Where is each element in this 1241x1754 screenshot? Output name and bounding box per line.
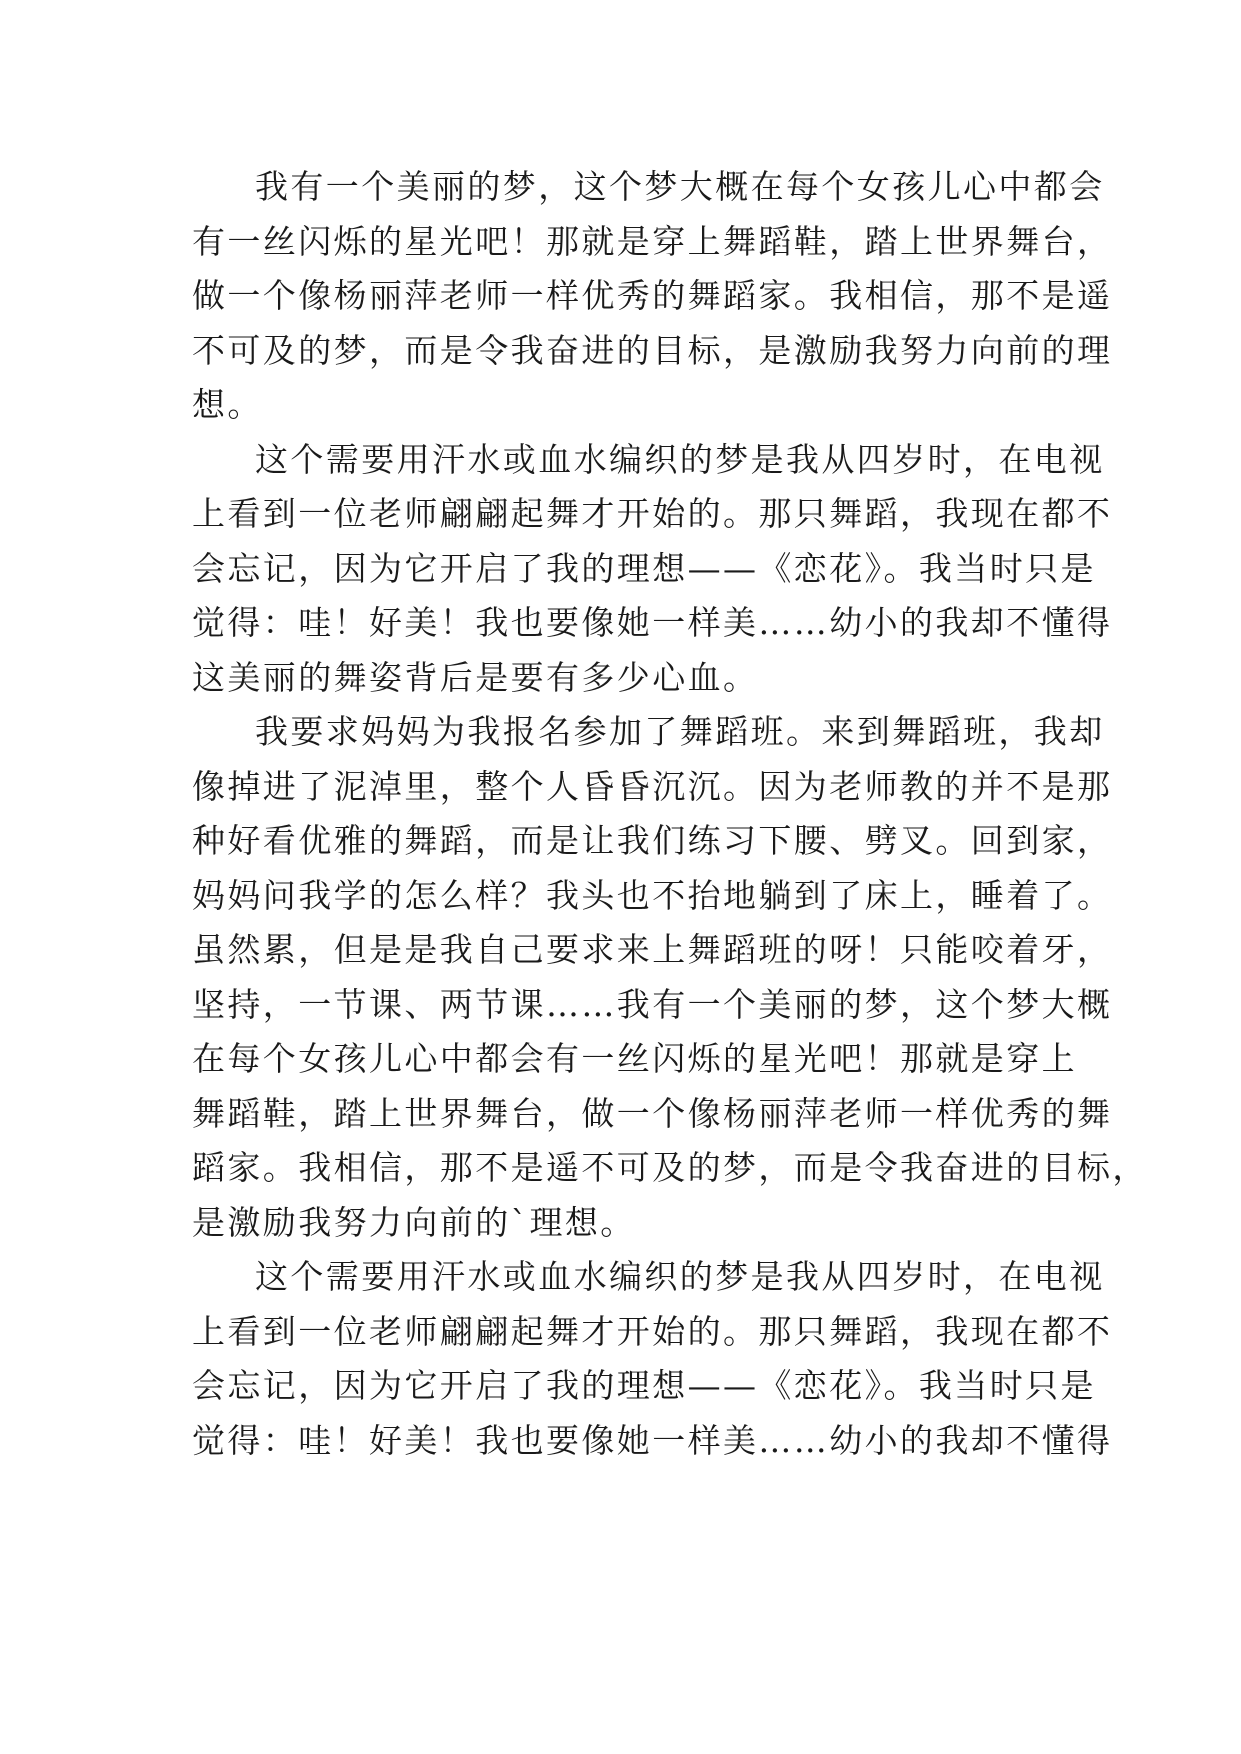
- text-line: 上看到一位老师翩翩起舞才开始的。那只舞蹈，我现在都不: [192, 1311, 1113, 1351]
- text-line: 会忘记，因为它开启了我的理想——《恋花》。我当时只是: [192, 1366, 1096, 1405]
- text-line: 觉得：哇！好美！我也要像她一样美……幼小的我却不懂得: [192, 603, 1113, 642]
- text-line: 这个需要用汗水或血水编织的梦是我从四岁时，在电视: [255, 1257, 1105, 1296]
- text-line: 种好看优雅的舞蹈，而是让我们练习下腰、劈叉。回到家，: [192, 821, 1113, 860]
- text-line: 舞蹈鞋，踏上世界舞台，做一个像杨丽萍老师一样优秀的舞: [192, 1093, 1113, 1133]
- text-line: 我要求妈妈为我报名参加了舞蹈班。来到舞蹈班，我却: [255, 712, 1105, 751]
- text-line: 会忘记，因为它开启了我的理想——《恋花》。我当时只是: [192, 548, 1096, 588]
- text-line: 做一个像杨丽萍老师一样优秀的舞蹈家。我相信，那不是遥: [192, 276, 1113, 315]
- text-line: 这美丽的舞姿背后是要有多少心血。: [192, 657, 759, 697]
- text-line: 上看到一位老师翩翩起舞才开始的。那只舞蹈，我现在都不: [192, 494, 1113, 533]
- text-line: 这个需要用汗水或血水编织的梦是我从四岁时，在电视: [255, 439, 1105, 479]
- text-line: 像掉进了泥淖里，整个人昏昏沉沉。因为老师教的并不是那: [192, 766, 1113, 806]
- text-line: 在每个女孩儿心中都会有一丝闪烁的星光吧！那就是穿上: [192, 1039, 1077, 1078]
- text-line: 是激励我努力向前的`理想。: [192, 1202, 636, 1242]
- text-line: 不可及的梦，而是令我奋进的目标，是激励我努力向前的理: [192, 330, 1113, 370]
- text-line: 蹈家。我相信，那不是遥不可及的梦，而是令我奋进的目标，: [192, 1148, 1148, 1187]
- text-line: 妈妈问我学的怎么样？我头也不抬地躺到了床上，睡着了。: [192, 875, 1113, 915]
- text-line: 想。: [192, 385, 263, 424]
- text-line: 觉得：哇！好美！我也要像她一样美……幼小的我却不懂得: [192, 1420, 1113, 1460]
- text-line: 坚持，一节课、两节课……我有一个美丽的梦，这个梦大概: [192, 984, 1113, 1024]
- text-line: 虽然累，但是是我自己要求来上舞蹈班的呀！只能咬着牙，: [192, 930, 1113, 969]
- text-line: 有一丝闪烁的星光吧！那就是穿上舞蹈鞋，踏上世界舞台，: [192, 221, 1113, 261]
- document-body: [192, 160, 1148, 1468]
- text-line: 我有一个美丽的梦，这个梦大概在每个女孩儿心中都会: [255, 167, 1105, 206]
